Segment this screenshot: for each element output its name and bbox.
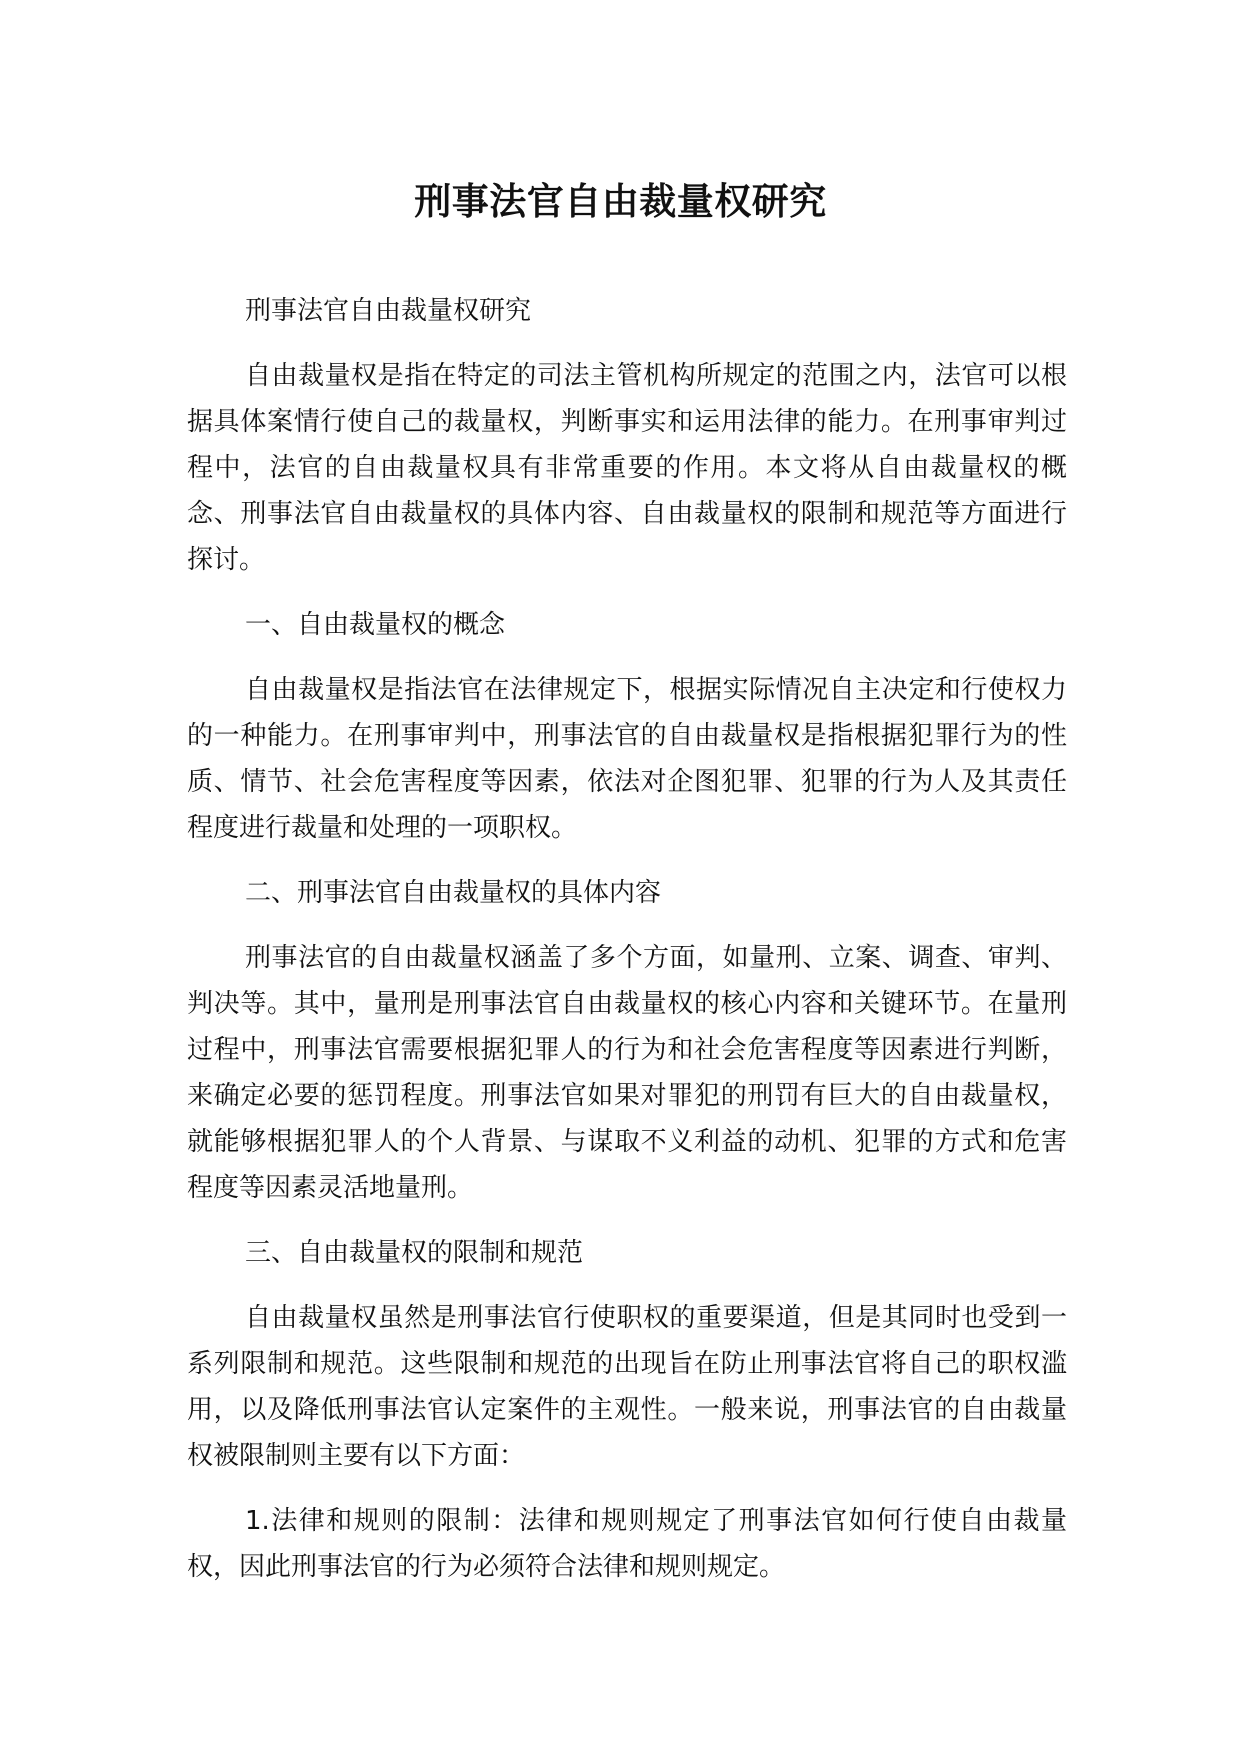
- section-heading-3: 三、自由裁量权的限制和规范: [245, 1238, 584, 1268]
- paragraph-restrictions: 自由裁量权虽然是刑事法官行使职权的重要渠道，但是其同时也受到一系列限制和规范。这些限制和规范的出现旨在防止刑事法官将自己的职权滥用，以及降低刑事法官认定案件的主观性。一般来说，刑事法官的自由裁量权被限制则主要有以下方面：: [187, 1303, 1067, 1471]
- document-body: [187, 288, 1067, 1609]
- section-heading-1: 一、自由裁量权的概念: [245, 610, 506, 640]
- paragraph-content: 刑事法官的自由裁量权涵盖了多个方面，如量刑、立案、调查、审判、判决等。其中，量刑是刑事法官自由裁量权的核心内容和关键环节。在量刑过程中，刑事法官需要根据犯罪人的行为和社会危害程度等因素进行判断，来确定必要的惩罚程度。刑事法官如果对罪犯的刑罚有巨大的自由裁量权，就能够根据犯罪人的个人背景、与谋取不义利益的动机、犯罪的方式和危害程度等因素灵活地量刑。: [187, 943, 1067, 1203]
- paragraph-restriction-item-1: 1.法律和规则的限制：法律和规则规定了刑事法官如何行使自由裁量权，因此刑事法官的行为必须符合法律和规则规定。: [187, 1506, 1067, 1582]
- paragraph-concept: 自由裁量权是指法官在法律规定下，根据实际情况自主决定和行使权力的一种能力。在刑事审判中，刑事法官的自由裁量权是指根据犯罪行为的性质、情节、社会危害程度等因素，依法对企图犯罪、犯罪的行为人及其责任程度进行裁量和处理的一项职权。: [187, 675, 1067, 843]
- section-heading-2: 二、刑事法官自由裁量权的具体内容: [245, 878, 662, 908]
- paragraph-introduction: 自由裁量权是指在特定的司法主管机构所规定的范围之内，法官可以根据具体案情行使自己的裁量权，判断事实和运用法律的能力。在刑事审判过程中，法官的自由裁量权具有非常重要的作用。本文将从自由裁量权的概念、刑事法官自由裁量权的具体内容、自由裁量权的限制和规范等方面进行探讨。: [187, 361, 1067, 575]
- document-title: 刑事法官自由裁量权研究: [414, 180, 827, 223]
- paragraph-subtitle: 刑事法官自由裁量权研究: [245, 296, 532, 326]
